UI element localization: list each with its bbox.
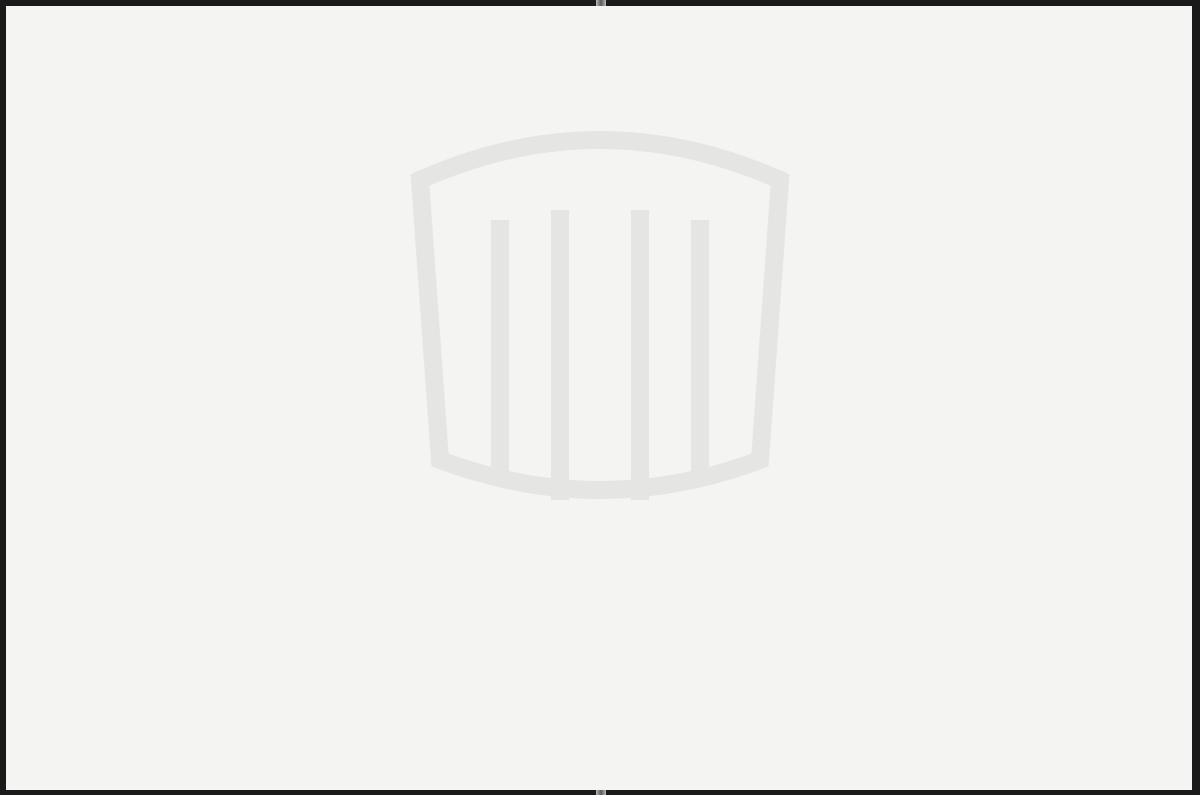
- left-page: [6, 6, 600, 790]
- right-ledger-grid: [600, 6, 1192, 790]
- left-ledger-grid: [6, 6, 600, 790]
- right-page: [600, 6, 1192, 790]
